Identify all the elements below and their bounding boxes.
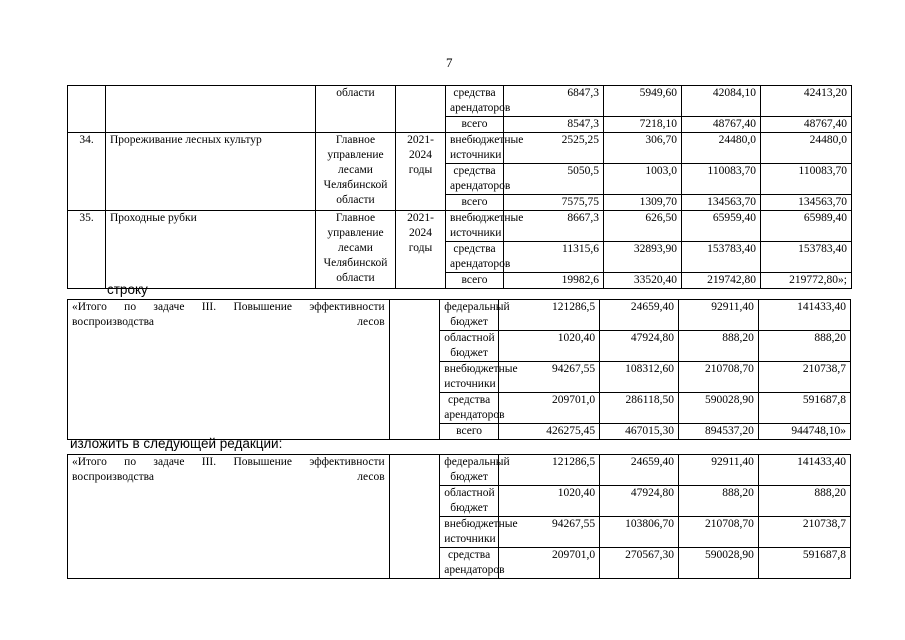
value-cell: 286118,50	[600, 393, 679, 424]
measures-table	[67, 85, 852, 289]
value-cell: 270567,30	[600, 548, 679, 579]
value-cell: 33520,40	[604, 273, 682, 289]
source-cell: всего	[446, 195, 504, 211]
value-cell: 121286,5	[498, 300, 599, 331]
value-cell: 7218,10	[604, 117, 682, 133]
value-cell: 24480,0	[761, 133, 852, 164]
value-cell: 8667,3	[504, 211, 604, 242]
value-cell: 6847,3	[504, 86, 604, 117]
value-cell: 5949,60	[604, 86, 682, 117]
row-number: 35.	[68, 211, 106, 289]
source-cell: всего	[440, 424, 499, 440]
value-cell: 141433,40	[758, 455, 850, 486]
org-cell: области	[316, 86, 396, 133]
source-cell: федеральный бюджет	[440, 300, 499, 331]
value-cell: 1020,40	[498, 486, 599, 517]
value-cell: 210738,7	[758, 362, 850, 393]
value-cell: 1020,40	[498, 331, 599, 362]
table-row	[68, 211, 852, 242]
value-cell: 944748,10»	[758, 424, 850, 440]
period-cell: 2021-2024 годы	[396, 211, 446, 289]
table-row	[68, 133, 852, 164]
value-cell: 219742,80	[682, 273, 761, 289]
value-cell: 24480,0	[682, 133, 761, 164]
value-cell: 94267,55	[498, 517, 599, 548]
value-cell: 24659,40	[600, 300, 679, 331]
value-cell: 141433,40	[758, 300, 850, 331]
table-row	[68, 300, 851, 331]
value-cell: 306,70	[604, 133, 682, 164]
value-cell: 1003,0	[604, 164, 682, 195]
value-cell: 2525,25	[504, 133, 604, 164]
total-table-new	[67, 454, 851, 579]
value-cell: 121286,5	[498, 455, 599, 486]
value-cell: 209701,0	[498, 548, 599, 579]
value-cell: 94267,55	[498, 362, 599, 393]
value-cell: 888,20	[679, 486, 759, 517]
org-cell: Главное управление лесами Челябинской области	[316, 211, 396, 289]
source-cell: средства арендаторов	[446, 242, 504, 273]
value-cell: 591687,8	[758, 548, 850, 579]
value-cell: 7575,75	[504, 195, 604, 211]
value-cell: 467015,30	[600, 424, 679, 440]
value-cell: 626,50	[604, 211, 682, 242]
source-cell: средства арендаторов	[440, 393, 499, 424]
source-cell: внебюджетные источники	[446, 211, 504, 242]
value-cell: 894537,20	[679, 424, 759, 440]
measure-name: Проходные рубки	[106, 211, 316, 289]
value-cell: 65959,40	[682, 211, 761, 242]
table-row	[68, 455, 851, 486]
measure-name: Прореживание лесных культур	[106, 133, 316, 211]
value-cell: 888,20	[758, 486, 850, 517]
value-cell: 110083,70	[682, 164, 761, 195]
value-cell: 48767,40	[682, 117, 761, 133]
value-cell: 103806,70	[600, 517, 679, 548]
value-cell: 108312,60	[600, 362, 679, 393]
source-cell: внебюджетные источники	[446, 133, 504, 164]
value-cell: 134563,70	[682, 195, 761, 211]
value-cell: 42084,10	[682, 86, 761, 117]
value-cell: 47924,80	[600, 486, 679, 517]
value-cell: 219772,80»;	[761, 273, 852, 289]
value-cell: 1309,70	[604, 195, 682, 211]
source-cell: внебюджетные источники	[440, 517, 499, 548]
value-cell: 92911,40	[679, 455, 759, 486]
source-cell: всего	[446, 273, 504, 289]
value-cell: 888,20	[758, 331, 850, 362]
value-cell: 426275,45	[498, 424, 599, 440]
source-cell: всего	[446, 117, 504, 133]
org-cell: Главное управление лесами Челябинской области	[316, 133, 396, 211]
label-stroku: строку	[107, 282, 148, 297]
value-cell: 24659,40	[600, 455, 679, 486]
value-cell: 110083,70	[761, 164, 852, 195]
source-cell: средства арендаторов	[440, 548, 499, 579]
value-cell: 210708,70	[679, 362, 759, 393]
value-cell: 19982,6	[504, 273, 604, 289]
value-cell: 590028,90	[679, 393, 759, 424]
source-cell: средства арендаторов	[446, 164, 504, 195]
period-cell: 2021-2024 годы	[396, 133, 446, 211]
source-cell: внебюджетные источники	[440, 362, 499, 393]
source-cell: федеральный бюджет	[440, 455, 499, 486]
value-cell: 153783,40	[682, 242, 761, 273]
total-table-old	[67, 299, 851, 440]
value-cell: 210738,7	[758, 517, 850, 548]
value-cell: 153783,40	[761, 242, 852, 273]
value-cell: 32893,90	[604, 242, 682, 273]
value-cell: 65989,40	[761, 211, 852, 242]
value-cell: 209701,0	[498, 393, 599, 424]
label-izlozhit: изложить в следующей редакции:	[70, 436, 283, 451]
value-cell: 210708,70	[679, 517, 759, 548]
source-cell: средства арендаторов	[446, 86, 504, 117]
value-cell: 47924,80	[600, 331, 679, 362]
table-row	[68, 86, 852, 117]
value-cell: 11315,6	[504, 242, 604, 273]
value-cell: 48767,40	[761, 117, 852, 133]
value-cell: 5050,5	[504, 164, 604, 195]
value-cell: 591687,8	[758, 393, 850, 424]
value-cell: 42413,20	[761, 86, 852, 117]
value-cell: 134563,70	[761, 195, 852, 211]
source-cell: областной бюджет	[440, 486, 499, 517]
page-number: 7	[446, 55, 453, 70]
value-cell: 8547,3	[504, 117, 604, 133]
total-title: «Итого по задаче III. Повышение эффективности воспроизводства лесов	[68, 300, 390, 440]
total-title: «Итого по задаче III. Повышение эффективности воспроизводства лесов	[68, 455, 390, 579]
source-cell: областной бюджет	[440, 331, 499, 362]
value-cell: 590028,90	[679, 548, 759, 579]
value-cell: 92911,40	[679, 300, 759, 331]
value-cell: 888,20	[679, 331, 759, 362]
row-number: 34.	[68, 133, 106, 211]
